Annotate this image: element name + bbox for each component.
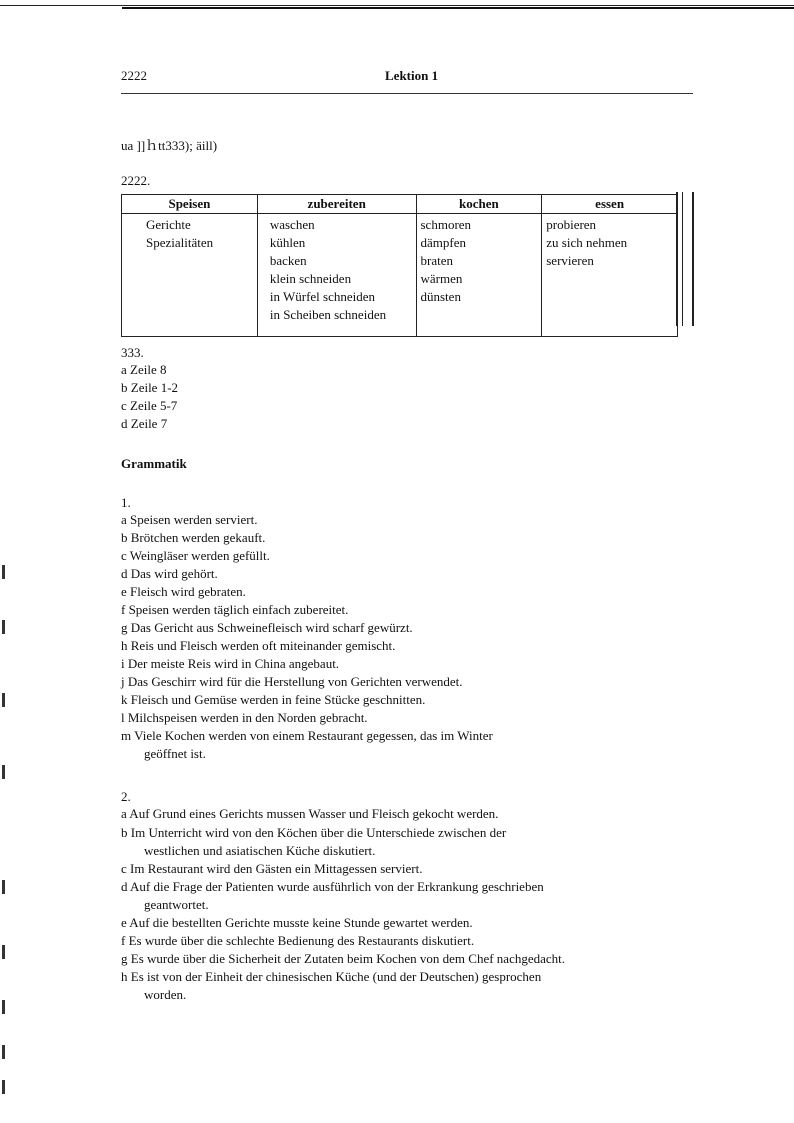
sentence-line: c Im Restaurant wird den Gästen ein Mittagessen serviert. [121, 861, 423, 876]
page-title: Lektion 1 [385, 68, 439, 83]
sentence-line: j Das Geschirr wird für die Herstellung von Gerichten verwendet. [121, 674, 463, 689]
list-item: dämpfen [420, 235, 466, 250]
scan-mark [2, 565, 5, 579]
list-item: in Würfel schneiden [269, 289, 376, 304]
answer-line: a Zeile 8 [121, 362, 167, 377]
list-item: backen [269, 253, 307, 268]
sentence-line: d Auf die Frage der Patienten wurde ausführlich von der Erkrankung geschrieben [121, 879, 544, 894]
list-item: waschen [269, 217, 315, 232]
top-rule-outer [0, 5, 794, 6]
table-header: zubereiten [257, 195, 416, 214]
exercise-label: 1. [121, 495, 131, 510]
sentence-line: b Im Unterricht wird von den Köchen über die Unterschiede zwischen der [121, 825, 507, 840]
table-cell [416, 214, 542, 337]
table-header: kochen [416, 195, 542, 214]
sentence-line: f Es wurde über die schlechte Bedienung des Restaurants diskutiert. [121, 933, 475, 948]
intro-line: ua ]]ｈtt333); äill) [121, 138, 218, 153]
sentence-line: g Es wurde über die Sicherheit der Zutaten beim Kochen von dem Chef nachgedacht. [121, 951, 566, 966]
exercise-label: 333. [121, 345, 144, 360]
sentence-line: e Auf die bestellten Gerichte musste keine Stunde gewartet werden. [121, 915, 473, 930]
sentence-line: f Speisen werden täglich einfach zubereitet. [121, 602, 349, 617]
sentence-continuation: geantwortet. [144, 897, 209, 912]
sentence-line: m Viele Kochen werden von einem Restaurant gegessen, das im Winter [121, 728, 493, 743]
sentence-line: h Es ist von der Einheit der chinesischen Küche (und der Deutschen) gesprochen [121, 969, 542, 984]
list-item: wärmen [420, 271, 463, 286]
sentence-continuation: worden. [144, 987, 187, 1002]
table-cell [257, 214, 416, 337]
scan-mark [2, 693, 5, 707]
scan-mark [2, 620, 5, 634]
table-header-row [122, 195, 678, 214]
sentence-continuation: geöffnet ist. [144, 746, 206, 761]
answer-line: c Zeile 5-7 [121, 398, 178, 413]
table-cell [122, 214, 258, 337]
list-item: klein schneiden [269, 271, 352, 286]
table-edge-bars [676, 192, 694, 326]
sentence-line: b Brötchen werden gekauft. [121, 530, 266, 545]
page-number: 2222 [121, 68, 147, 83]
scan-mark [2, 1045, 5, 1059]
list-item: probieren [546, 217, 597, 232]
table-header: Speisen [122, 195, 258, 214]
vocabulary-table [121, 194, 678, 337]
sentence-line: i Der meiste Reis wird in China angebaut. [121, 656, 340, 671]
list-item: dünsten [420, 289, 461, 304]
table-header: essen [542, 195, 678, 214]
table-row [122, 214, 678, 337]
answer-line: b Zeile 1-2 [121, 380, 179, 395]
sentence-line: l Milchspeisen werden in den Norden gebracht. [121, 710, 368, 725]
table-cell [542, 214, 678, 337]
list-item: schmoren [420, 217, 472, 232]
sentence-line: a Auf Grund eines Gerichts mussen Wasser und Fleisch gekocht werden. [121, 806, 499, 821]
sentence-continuation: westlichen und asiatischen Küche diskutiert. [144, 843, 376, 858]
section-heading: Grammatik [121, 456, 187, 471]
scan-mark [2, 945, 5, 959]
sentence-line: e Fleisch wird gebraten. [121, 584, 246, 599]
list-item: in Scheiben schneiden [269, 307, 387, 322]
scan-mark [2, 1080, 5, 1094]
list-item: servieren [546, 253, 594, 268]
top-rule-inner [122, 7, 794, 9]
list-item: braten [420, 253, 453, 268]
list-item: Gerichte [146, 217, 191, 232]
sentence-line: g Das Gericht aus Schweinefleisch wird scharf gewürzt. [121, 620, 413, 635]
scan-mark [2, 880, 5, 894]
header-rule [121, 93, 693, 94]
sentence-line: d Das wird gehört. [121, 566, 218, 581]
scan-mark [2, 1000, 5, 1014]
exercise-label: 2. [121, 789, 131, 804]
sentence-line: c Weingläser werden gefüllt. [121, 548, 270, 563]
list-item: Spezialitäten [146, 235, 214, 250]
sentence-line: h Reis und Fleisch werden oft miteinander gemischt. [121, 638, 396, 653]
scan-mark [2, 765, 5, 779]
answer-line: d Zeile 7 [121, 416, 168, 431]
sentence-line: k Fleisch und Gemüse werden in feine Stücke geschnitten. [121, 692, 426, 707]
list-item: kühlen [269, 235, 306, 250]
list-item: zu sich nehmen [546, 235, 628, 250]
exercise-label: 2222. [121, 173, 151, 188]
sentence-line: a Speisen werden serviert. [121, 512, 258, 527]
